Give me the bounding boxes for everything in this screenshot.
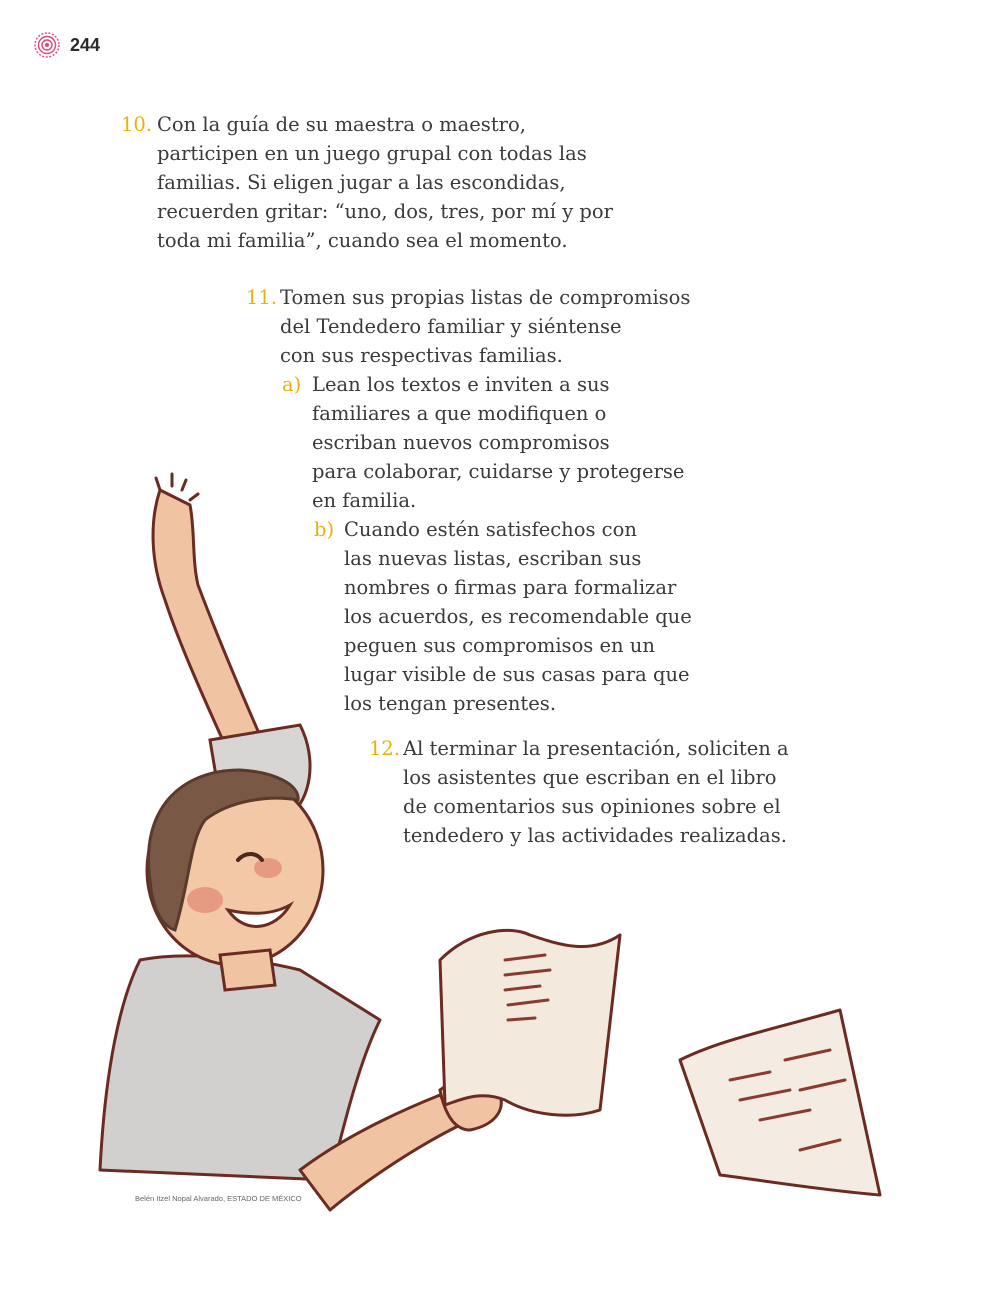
child-holding-papers-illustration	[0, 470, 986, 1230]
text-line: Al terminar la presentación, soliciten a	[403, 737, 789, 760]
illustration-credit: Belén Itzel Nopal Alvarado, ESTADO DE MÉXICO	[135, 1194, 302, 1203]
text-line: Tomen sus propias listas de compromisos	[280, 286, 691, 309]
item-number: 11.	[246, 286, 278, 309]
text-line: peguen sus compromisos en un	[344, 634, 655, 657]
text-line: Cuando estén satisfechos con	[344, 518, 637, 541]
text-line: los acuerdos, es recomendable que	[344, 605, 692, 628]
text-line: familiares a que modifiquen o	[312, 402, 607, 425]
text-line: tendedero y las actividades realizadas.	[403, 824, 787, 847]
page-number: 244	[70, 34, 101, 55]
item-number: 10.	[121, 113, 153, 136]
text-line: los tengan presentes.	[344, 692, 557, 715]
text-line: con sus respectivas familias.	[280, 344, 563, 367]
page-header	[32, 30, 100, 60]
text-line: Con la guía de su maestra o maestro,	[157, 113, 526, 136]
instruction-item-10	[121, 110, 613, 255]
text-line: las nuevas listas, escriban sus	[344, 547, 642, 570]
text-line: escriban nuevos compromisos	[312, 431, 610, 454]
text-line: participen en un juego grupal con todas las	[157, 142, 587, 165]
instruction-item-11	[246, 283, 691, 370]
sub-item-letter: a)	[282, 373, 302, 396]
text-line: Lean los textos e inviten a sus	[312, 373, 610, 396]
text-line: nombres o firmas para formalizar	[344, 576, 677, 599]
text-line: del Tendedero familiar y siéntense	[280, 315, 622, 338]
text-line: familias. Si eligen jugar a las escondidas,	[157, 171, 566, 194]
item-number: 12.	[369, 737, 401, 760]
text-line: de comentarios sus opiniones sobre el	[403, 795, 781, 818]
text-line: para colaborar, cuidarse y protegerse	[312, 460, 685, 483]
mandala-logo-icon	[32, 30, 62, 60]
sub-item-letter: b)	[314, 518, 335, 541]
text-line: toda mi familia”, cuando sea el momento.	[157, 229, 568, 252]
text-line: los asistentes que escriban en el libro	[403, 766, 777, 789]
text-line: lugar visible de sus casas para que	[344, 663, 690, 686]
text-line: en familia.	[312, 489, 417, 512]
text-line: recuerden gritar: “uno, dos, tres, por mí y por	[157, 200, 613, 223]
